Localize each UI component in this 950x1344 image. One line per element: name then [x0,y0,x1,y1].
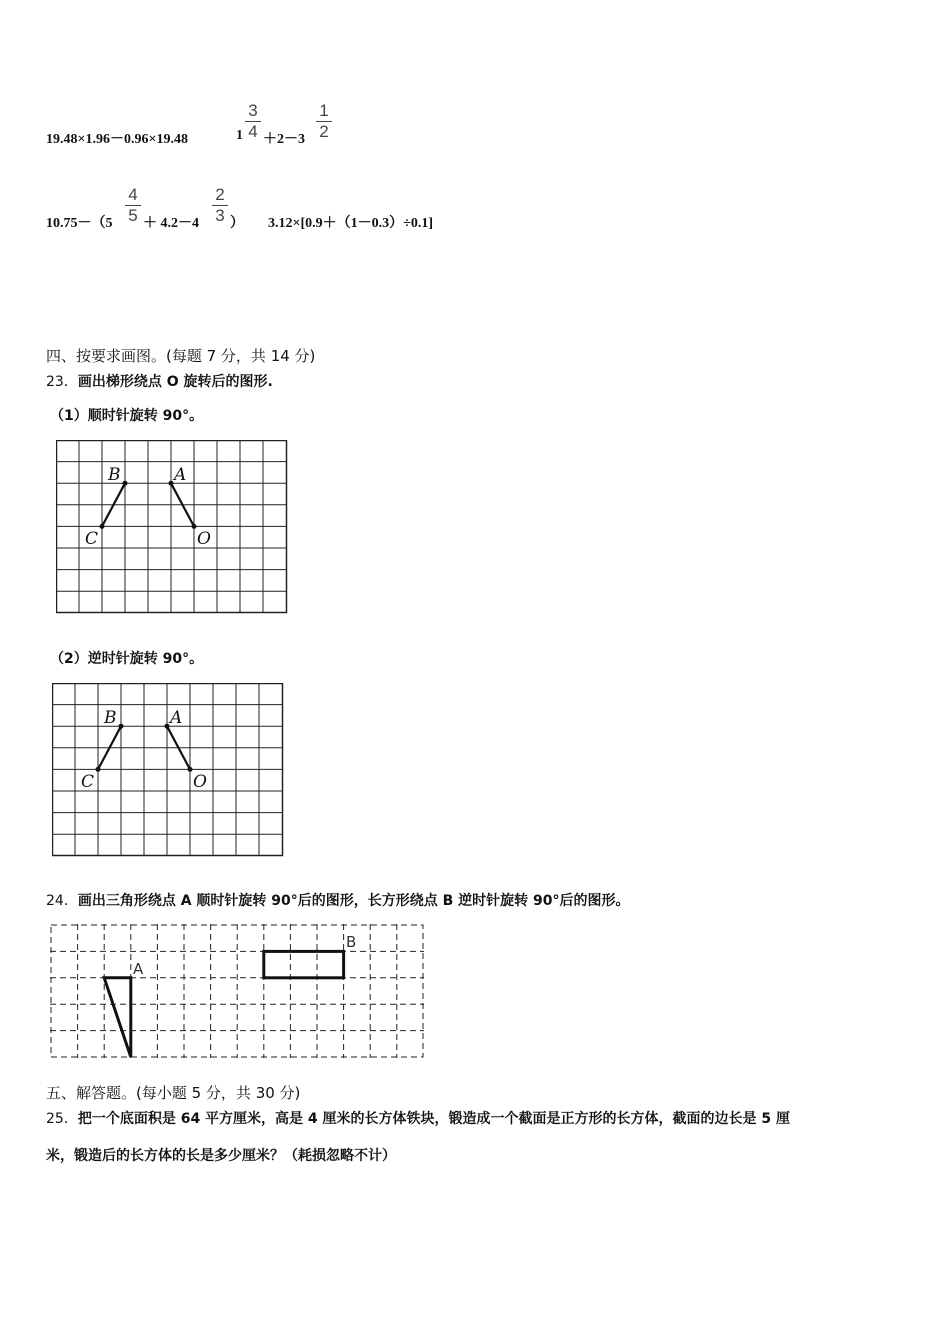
expression-1: 19.48×1.96－0.96×19.48 [46,132,188,147]
question-25 [46,1108,790,1128]
dashed-grid-figure [50,924,426,1060]
section-5-heading: 五、解答题。(每小题 5 分，共 30 分) [46,1084,301,1102]
expression-2-fraction-1 [245,102,261,141]
triangle [104,978,131,1057]
question-text: 画出梯形绕点 O 旋转后的图形. [77,374,273,390]
grid-figure-2 [52,683,284,859]
fraction-denominator: 2 [319,122,329,141]
expression-3-fraction-1 [125,186,141,225]
fraction-numerator: 4 [128,185,138,204]
point-label-b: B [346,933,357,951]
rectangle [264,951,344,977]
expression-2-whole: 1 [236,128,243,143]
point-label-a: A [174,465,187,485]
point-label-a: A [170,708,183,728]
question-23 [46,371,273,391]
question-25-line-2: 米，锻造后的长方体的长是多少厘米？（耗损忽略不计） [46,1148,396,1164]
point-label-c: C [85,529,99,549]
question-23-part-2: （2）逆时针旋转 90°。 [50,651,204,667]
point-label-b: B [104,708,117,728]
question-number: 24． [46,893,78,909]
fraction-denominator: 3 [215,206,225,225]
grid-figure-1 [56,440,288,616]
question-number: 23． [46,374,78,390]
expression-3-prefix: 10.75－（5 [46,216,113,231]
point-label-b: B [108,465,121,485]
point-label-o: O [197,529,211,549]
point-label-c: C [81,772,95,792]
fraction-denominator: 4 [248,122,258,141]
expression-4: 3.12×[0.9＋（1－0.3）÷0.1] [268,216,433,231]
fraction-numerator: 1 [319,101,329,120]
question-23-part-1: （1）顺时针旋转 90°。 [50,408,204,424]
question-24 [46,890,630,910]
point-label-o: O [193,772,207,792]
expression-2-fraction-2 [316,102,332,141]
expression-2-middle: ＋2－3 [263,132,305,147]
expression-3-fraction-2 [212,186,228,225]
fraction-denominator: 5 [128,206,138,225]
expression-3-middle: ＋ 4.2－4 [143,216,199,231]
point-label-a: A [133,960,144,978]
fraction-numerator: 3 [248,101,258,120]
expression-3-suffix: ） [230,216,244,231]
question-text-line-1: 把一个底面积是 64 平方厘米，高是 4 厘米的长方体铁块，锻造成一个截面是正方形的长方体，截面的边长是 5 厘 [77,1111,791,1127]
question-text: 画出三角形绕点 A 顺时针旋转 90°后的图形，长方形绕点 B 逆时针旋转 90°后的图形。 [77,893,630,909]
question-number: 25． [46,1111,78,1127]
fraction-numerator: 2 [215,185,225,204]
section-4-heading: 四、按要求画图。(每题 7 分，共 14 分) [46,347,316,365]
